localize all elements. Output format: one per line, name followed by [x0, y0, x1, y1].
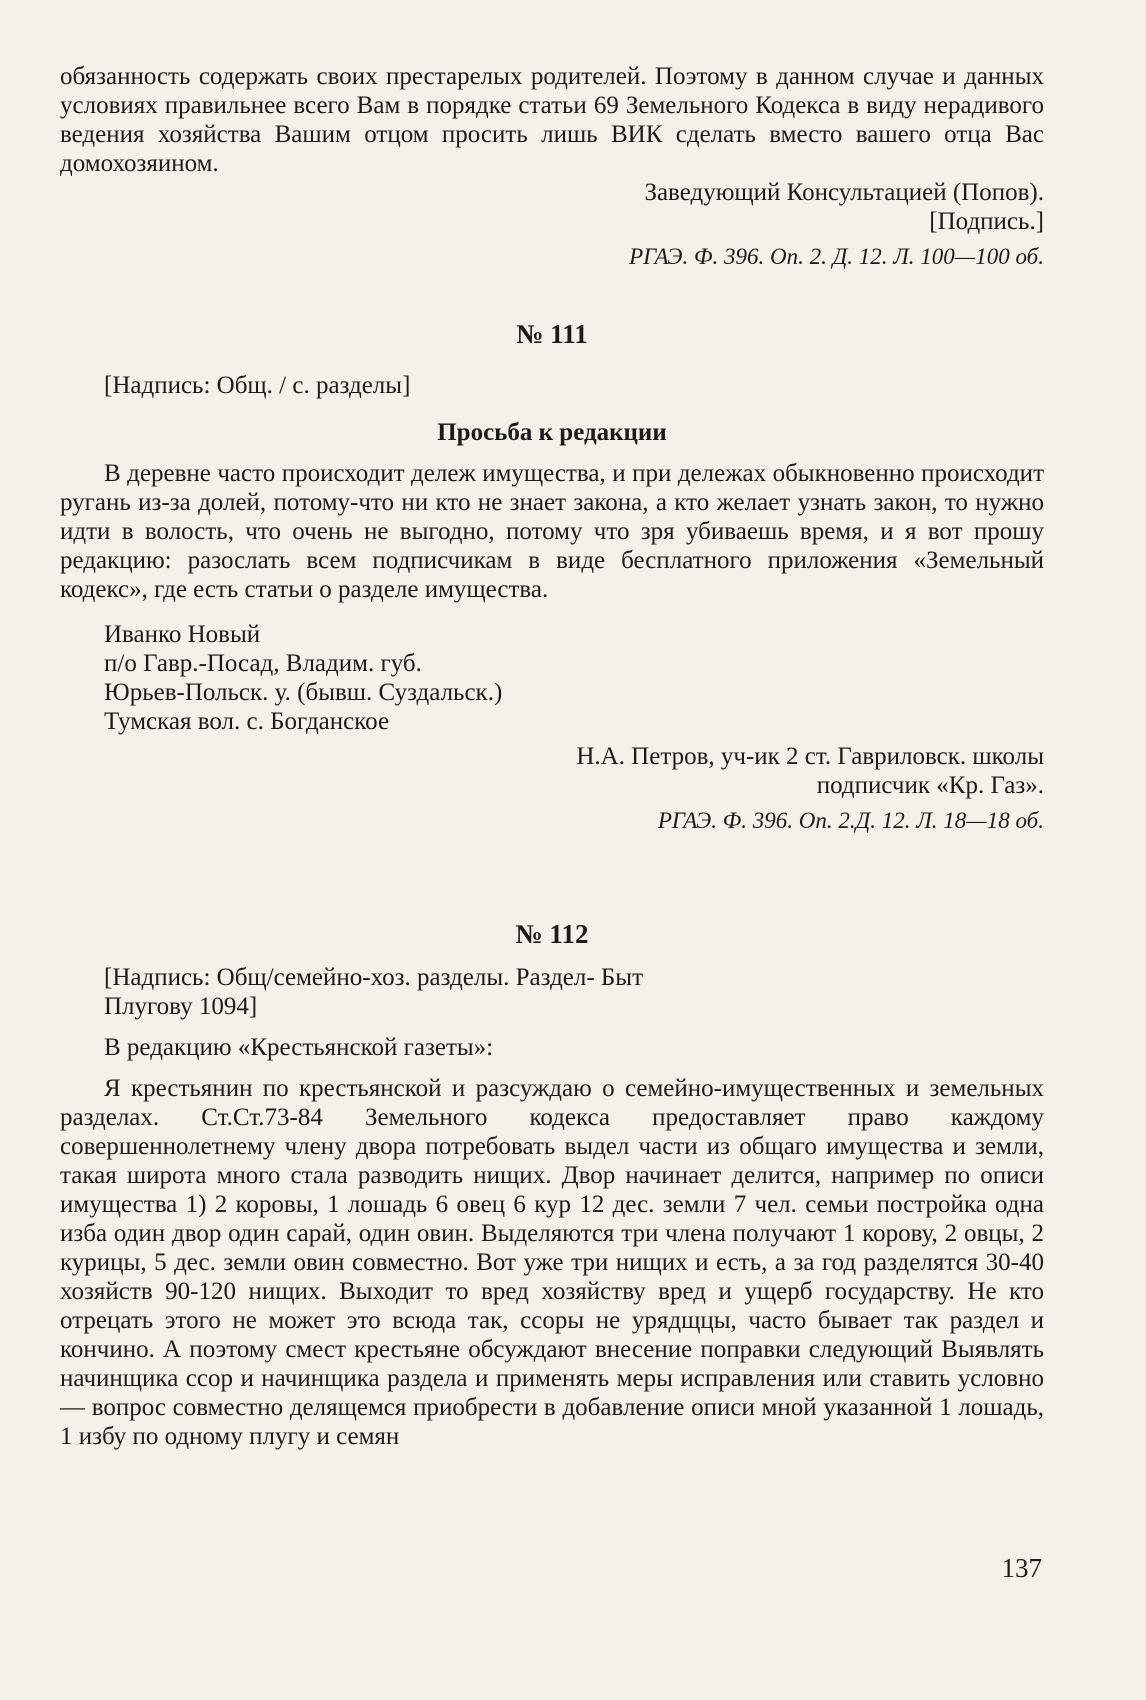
doc112-block	[60, 920, 1044, 1451]
doc111-title: Просьба к редакции	[437, 419, 667, 446]
doc110-end-block	[60, 62, 1044, 271]
doc112-body: Я крестьянин по крестьянской и разсуждаю о семейно-имущественных и земельных разделах. Ст.Ст.73-84 Земельного кодекса предоставляет право каждому совершеннолетнему члену двора потребовать выдел части из общаго имущества и земли, такая широта много стала разводить нищих. Двор начинает делится, например по описи имущества 1) 2 коровы, 1 лошадь 6 овец 6 кур 12 дес. земли 7 чел. семьи постройка одна изба один двор один сарай, один овин. Выделяются три члена получают 1 корову, 2 овцы, 2 курицы, 5 дес. земли овин совместно. Вот уже три нищих и есть, а за год разделятся 30-40 хозяйств 90-120 нищих. Выходит то вред хозяйству вред и ущерб государству. Не кто отрецать этого не может это всюда так, ссоры не урядщцы, часто бывает так раздел и кончино. А поэтому смест крестьяне обсуждают внесение поправки следующий Выявлять начинщика ссор и начинщика раздела и применять меры исправления или ставить условно — вопрос совместно делящемся приобрести в добавление описи мной указанной 1 лошадь, 1 избу по одному плугу и семян	[60, 1075, 1044, 1450]
doc111-number: № 111	[516, 319, 588, 349]
doc111-address	[60, 620, 1044, 736]
doc112-number: № 112	[515, 919, 589, 949]
doc111-signer-line2: подписчик «Кр. Газ».	[816, 772, 1044, 799]
doc111-signer-line1: Н.А. Петров, уч-ик 2 ст. Гавриловск. школы	[576, 743, 1044, 770]
doc112-salutation: В редакцию «Крестьянской газеты»:	[104, 1034, 494, 1061]
doc111-address-line: Юрьев-Польск. у. (бывш. Суздальск.)	[104, 679, 503, 706]
doc111-block	[60, 320, 1044, 835]
doc110-text: обязанность содержать своих престарелых родителей. Поэтому в данном случае и данных условиях правильнее всего Вам в порядке статьи 69 Земельного Кодекса в виду нерадивого ведения хозяйства Вашим отцом просить лишь ВИК сделать вместо вашего отца Вас домохозяином.	[60, 63, 1044, 177]
doc110-archive-ref: РГАЭ. Ф. 396. Оп. 2. Д. 12. Л. 100—100 об.	[629, 244, 1044, 269]
doc111-body: В деревне часто происходит дележ имущества, и при дележах обыкновенно происходит ругань из-за долей, потому-что ни кто не знает закона, а кто желает узнать закон, то нужно идти в волость, что очень не выгодно, потому что зря убиваешь время, и я вот прошу редакцию: разослать всем подписчикам в виде бесплатного приложения «Земельный кодекс», где есть статьи о разделе имущества.	[60, 460, 1044, 603]
doc111-address-line: Иванко Новый	[104, 621, 261, 648]
doc111-address-line: Тумская вол. с. Богданское	[104, 708, 390, 735]
page-number: 137	[1001, 1553, 1042, 1583]
doc111-address-line: п/о Гавр.-Посад, Владим. губ.	[104, 650, 422, 677]
doc112-inscription-line1: [Надпись: Общ/семейно-хоз. разделы. Раздел- Быт	[104, 964, 644, 991]
doc112-inscription-line2: Плугову 1094]	[104, 993, 258, 1020]
doc111-archive-ref: РГАЭ. Ф. 396. Оп. 2.Д. 12. Л. 18—18 об.	[657, 808, 1044, 833]
doc110-signer: Заведующий Консультацией (Попов).	[644, 179, 1044, 206]
doc110-signature: [Подпись.]	[929, 208, 1044, 235]
doc111-inscription: [Надпись: Общ. / с. разделы]	[104, 372, 411, 399]
